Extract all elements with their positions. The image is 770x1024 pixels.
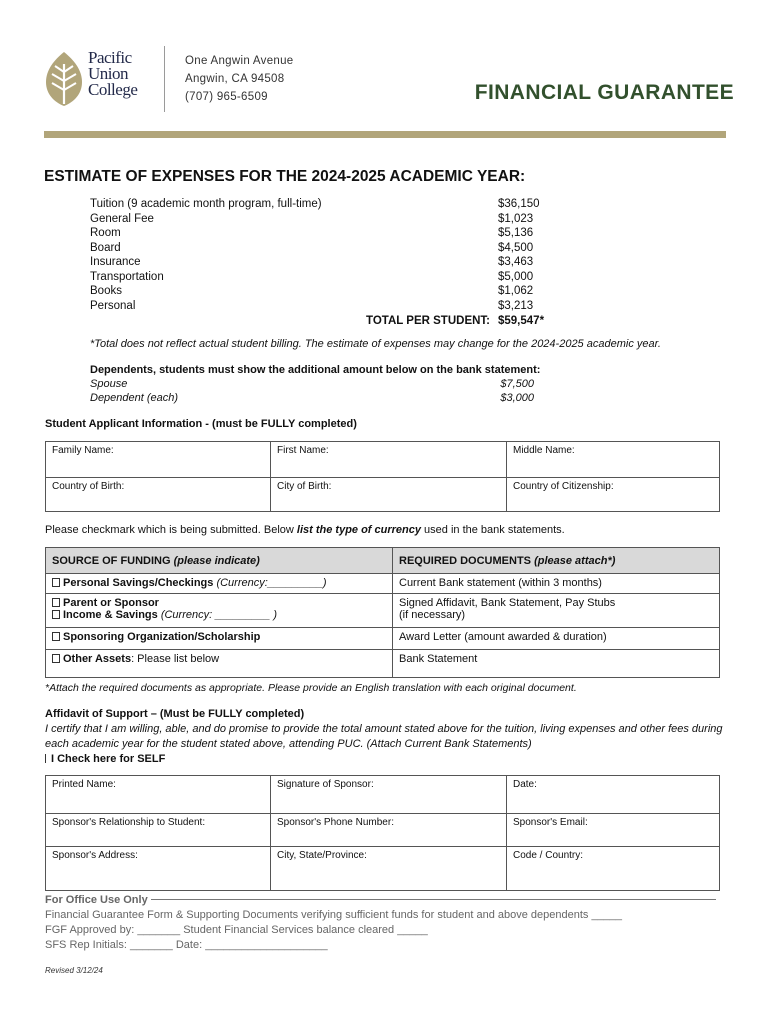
funding-docs-personal: Current Bank statement (within 3 months) <box>393 574 720 594</box>
estimate-note: *Total does not reflect actual student billing. The estimate of expenses may change for the 2024-2025 academic year. <box>90 338 661 350</box>
city-of-birth-field[interactable]: City of Birth: <box>271 478 507 512</box>
expense-list <box>90 197 545 329</box>
documents-column-header: REQUIRED DOCUMENTS (please attach*) <box>393 548 720 574</box>
office-line-initials: SFS Rep Initials: _______ Date: ____________________ <box>45 939 328 951</box>
expense-row: Board $4,500 <box>90 241 534 254</box>
office-line-forms: Financial Guarantee Form & Supporting Documents verifying sufficient funds for student and above dependents _____ <box>45 909 623 921</box>
funding-row-personal: Personal Savings/Checkings (Currency:_________) <box>46 574 393 594</box>
expense-row: Room $5,136 <box>90 227 534 239</box>
college-address: One Angwin Avenue Angwin, CA 94508 (707) 965-6509 <box>185 55 294 103</box>
page-header <box>44 44 734 114</box>
applicant-heading: Student Applicant Information - (must be FULLY completed) <box>45 418 357 430</box>
city-state-field[interactable]: City, State/Province: <box>271 847 507 891</box>
office-use-section <box>45 893 725 953</box>
funding-docs-parent: Signed Affidavit, Bank Statement, Pay Stubs (if necessary) <box>393 594 720 628</box>
dependents-heading: Dependents, students must show the additional amount below on the bank statement: <box>90 364 541 376</box>
applicant-table <box>45 441 720 512</box>
organization-checkbox[interactable] <box>52 632 60 641</box>
header-rule <box>44 131 726 138</box>
funding-row-parent: Parent or Sponsor Income & Savings (Currency: _________ ) <box>46 594 393 628</box>
revision-date: Revised 3/12/24 <box>45 966 103 975</box>
self-check-line[interactable]: I Check here for SELF <box>45 753 165 765</box>
college-logo <box>44 48 164 108</box>
family-name-field[interactable]: Family Name: <box>46 442 271 478</box>
funding-table <box>45 547 720 678</box>
expense-row: Personal $3,213 <box>90 299 534 312</box>
form-title: FINANCIAL GUARANTEE <box>474 81 734 104</box>
office-heading-line: For Office Use Only <box>45 893 725 908</box>
personal-savings-checkbox[interactable] <box>52 578 60 587</box>
expense-row: Tuition (9 academic month program, full-time) $36,150 <box>90 198 540 210</box>
country-of-birth-field[interactable]: Country of Birth: <box>46 478 271 512</box>
funding-row-other: Other Assets: Please list below <box>46 650 393 678</box>
office-line-approval: FGF Approved by: _______ Student Financial Services balance cleared _____ <box>45 924 428 936</box>
leaf-logo-icon <box>44 50 84 108</box>
logo-wordmark: Pacific Union College <box>88 48 138 99</box>
total-row: TOTAL PER STUDENT: $59,547* <box>366 315 545 327</box>
funding-docs-organization: Award Letter (amount awarded & duration) <box>393 628 720 650</box>
header-divider <box>164 46 165 112</box>
dependent-each-row: Dependent (each) $3,000 <box>90 392 534 404</box>
income-savings-checkbox[interactable] <box>52 610 60 619</box>
expense-row: Books $1,062 <box>90 285 534 297</box>
source-column-header: SOURCE OF FUNDING (please indicate) <box>46 548 393 574</box>
funding-row-organization: Sponsoring Organization/Scholarship <box>46 628 393 650</box>
expense-row: Transportation $5,000 <box>90 270 534 283</box>
self-checkbox[interactable] <box>45 754 48 763</box>
dependent-spouse-row: Spouse $7,500 <box>90 378 534 390</box>
funding-instructions: Please checkmark which is being submitted. Below list the type of currency used in the bank statements. <box>45 524 565 536</box>
affidavit-text: I certify that I am willing, able, and do promise to provide the total amount stated above for the tuition, living expenses and other fees during each academic year for the student stated above, attending PUC. (Attach Current Bank Statements) <box>45 723 723 750</box>
address-field[interactable]: Sponsor's Address: <box>46 847 271 891</box>
sponsor-table <box>45 775 720 891</box>
affidavit-heading: Affidavit of Support – (Must be FULLY completed) <box>45 708 305 720</box>
attach-note: *Attach the required documents as appropriate. Please provide an English translation with each original document. <box>45 682 577 694</box>
email-field[interactable]: Sponsor's Email: <box>507 814 720 847</box>
first-name-field[interactable]: First Name: <box>271 442 507 478</box>
phone-field[interactable]: Sponsor's Phone Number: <box>271 814 507 847</box>
expense-row: Insurance $3,463 <box>90 256 534 268</box>
funding-docs-other: Bank Statement <box>393 650 720 678</box>
signature-field[interactable]: Signature of Sponsor: <box>271 776 507 814</box>
country-of-citizenship-field[interactable]: Country of Citizenship: <box>507 478 720 512</box>
code-country-field[interactable]: Code / Country: <box>507 847 720 891</box>
relationship-field[interactable]: Sponsor's Relationship to Student: <box>46 814 271 847</box>
date-field[interactable]: Date: <box>507 776 720 814</box>
parent-sponsor-checkbox[interactable] <box>52 598 60 607</box>
expense-row: General Fee $1,023 <box>90 212 534 225</box>
other-assets-checkbox[interactable] <box>52 654 60 663</box>
middle-name-field[interactable]: Middle Name: <box>507 442 720 478</box>
printed-name-field[interactable]: Printed Name: <box>46 776 271 814</box>
estimate-heading: ESTIMATE OF EXPENSES FOR THE 2024-2025 ACADEMIC YEAR: <box>44 168 526 185</box>
